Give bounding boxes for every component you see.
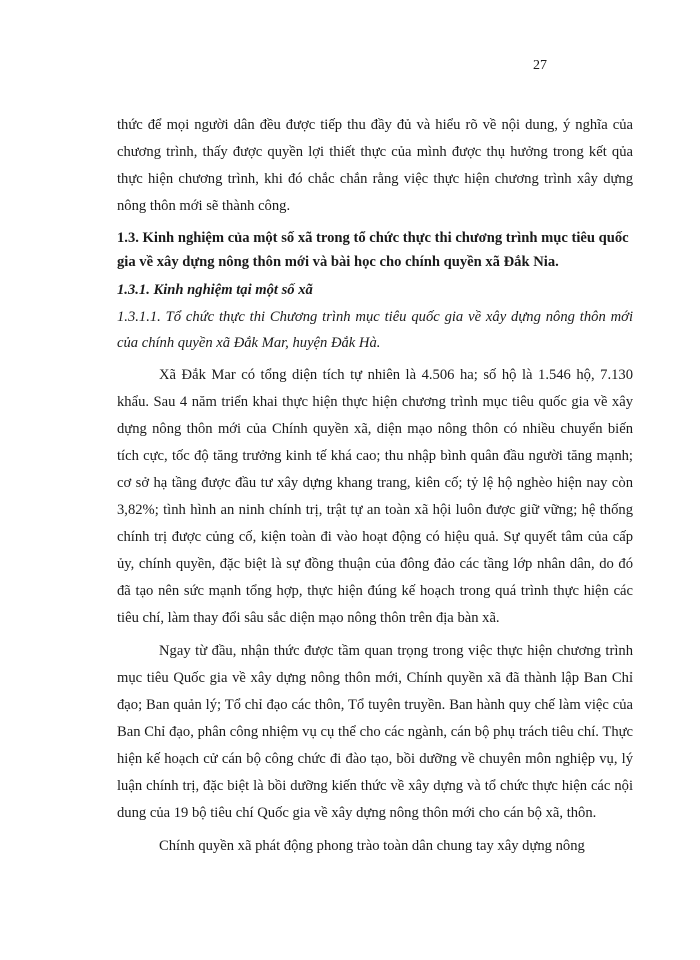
paragraph-movement: Chính quyền xã phát động phong trào toàn dân chung tay xây dựng nông <box>159 838 585 854</box>
section-heading-1-3: 1.3. Kinh nghiệm của một số xã trong tổ chức thực thi chương trình mục tiêu quốc gia về xây dựng nông thôn mới và bài học cho chính quyền xã Đắk Nia. <box>117 230 629 270</box>
subsection-heading-1-3-1: 1.3.1. Kinh nghiệm tại một số xã <box>117 282 313 298</box>
paragraph-continuation: thức để mọi người dân đều được tiếp thu đầy đủ và hiểu rõ về nội dung, ý nghĩa của chương trình, thấy được quyền lợi thiết thực của mình được thụ hưởng trong kết qủa thực hiện chương trình, khi đó chắc chắn rằng việc thực hiện chương trình xây dựng nông thôn mới sẽ thành công. <box>117 117 633 214</box>
subsubsection-heading-1-3-1-1: 1.3.1.1. Tổ chức thực thi Chương trình mục tiêu quốc gia về xây dựng nông thôn mới của chính quyền xã Đắk Mar, huyện Đắk Hà. <box>117 309 633 351</box>
page-content <box>117 112 633 860</box>
paragraph-dak-mar-overview: Xã Đắk Mar có tổng diện tích tự nhiên là 4.506 ha; số hộ là 1.546 hộ, 7.130 khẩu. Sau 4 năm triển khai thực hiện thực hiện chương trình mục tiêu quốc gia về xây dựng nông thôn mới của Chính quyền xã, diện mạo nông thôn có nhiều chuyển biến tích cực, tốc độ tăng trưởng kinh tế khá cao; thu nhập bình quân đầu người tăng mạnh; cơ sở hạ tầng được đầu tư xây dựng khang trang, kiên cố; tỷ lệ hộ nghèo hiện nay còn 3,82%; tình hình an ninh chính trị, trật tự an toàn xã hội luôn được giữ vững; hệ thống chính trị được củng cố, kiện toàn đi vào hoạt động có hiệu quả. Sự quyết tâm của cấp ủy, chính quyền, đặc biệt là sự đồng thuận của đông đảo các tầng lớp nhân dân, do đó đã tạo nên sức mạnh tổng hợp, thực hiện đúng kế hoạch trong quá trình thực hiện các tiêu chí, làm thay đổi sâu sắc diện mạo nông thôn trên địa bàn xã. <box>117 367 633 626</box>
page-number: 27 <box>533 58 547 73</box>
paragraph-steering-committee: Ngay từ đầu, nhận thức được tầm quan trọng trong việc thực hiện chương trình mục tiêu Quốc gia về xây dựng nông thôn mới, Chính quyền xã đã thành lập Ban Chỉ đạo; Ban quản lý; Tổ chỉ đạo các thôn, Tổ tuyên truyền. Ban hành quy chế làm việc của Ban Chỉ đạo, phân công nhiệm vụ cụ thể cho các ngành, cán bộ phụ trách tiêu chí. Thực hiện kế hoạch cử cán bộ công chức đi đào tạo, bồi dưỡng về chuyên môn nghiệp vụ, lý luận chính trị, đặc biệt là bồi dưỡng kiến thức về xây dựng và tổ chức thực hiện các nội dung của 19 bộ tiêu chí Quốc gia về xây dựng nông thôn mới cho cán bộ xã, thôn. <box>117 643 633 821</box>
